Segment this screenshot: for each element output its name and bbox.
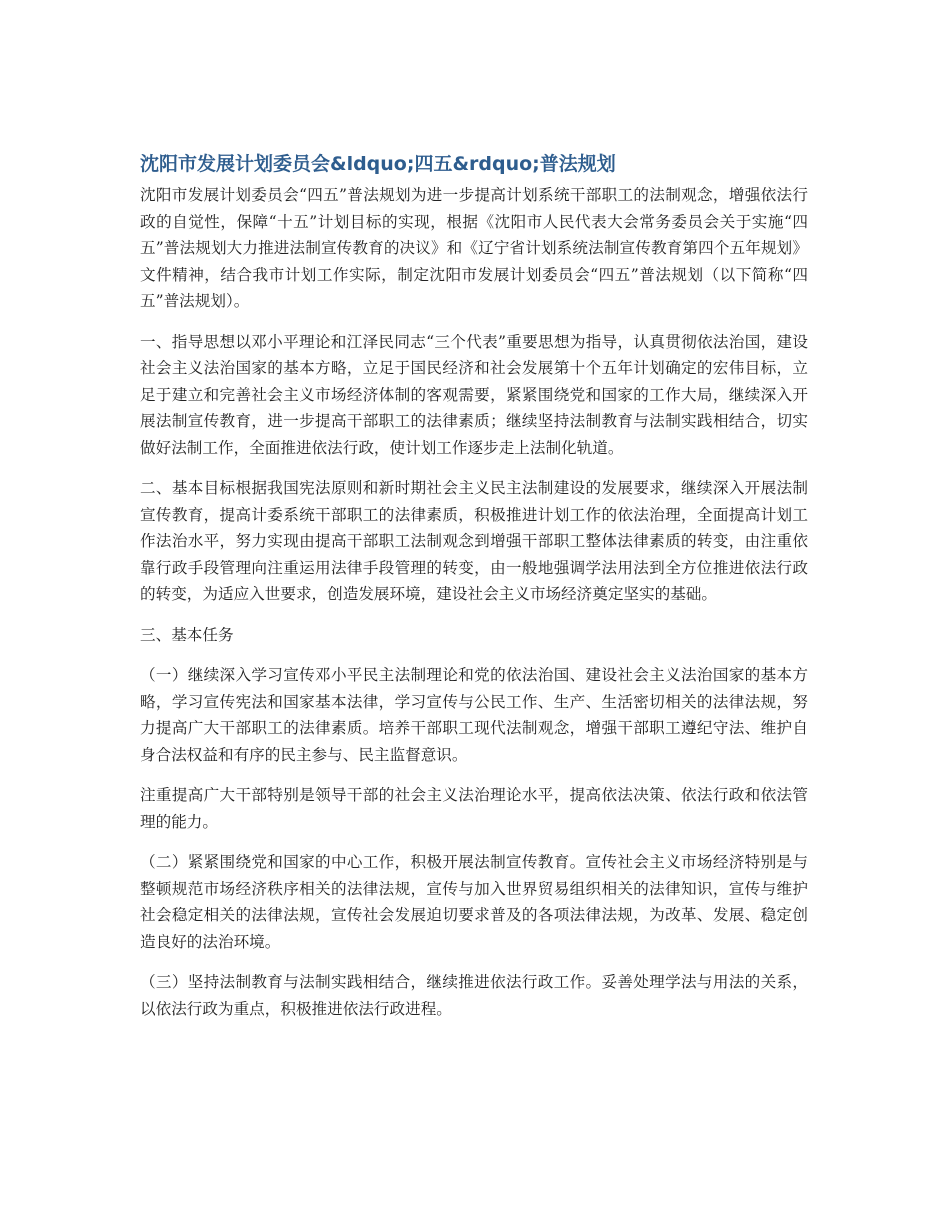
task-one-continued-paragraph: 注重提高广大干部特别是领导干部的社会主义法治理论水平，提高依法决策、依法行政和依法管理的能力。	[140, 786, 808, 831]
intro-paragraph: 沈阳市发展计划委员会“四五”普法规划为进一步提高计划系统干部职工的法制观念，增强依法行政的自觉性，保障“十五”计划目标的实现，根据《沈阳市人民代表大会常务委员会关于实施“四五”普法规划大力推进法制宣传教育的决议》和《辽宁省计划系统法制宣传教育第四个五年规划》文件精神，结合我市计划工作实际，制定沈阳市发展计划委员会“四五”普法规划（以下简称“四五”普法规划）。	[140, 186, 808, 310]
basic-goal-paragraph: 二、基本目标根据我国宪法原则和新时期社会主义民主法制建设的发展要求，继续深入开展法制宣传教育，提高计委系统干部职工的法律素质，积极推进计划工作的依法治理，全面提高计划工作法治水平，努力实现由提高干部职工法制观念到增强干部职工整体法律素质的转变，由注重依靠行政手段管理向注重运用法律手段管理的转变，由一般地强调学法用法到全方位推进依法行政的转变，为适应入世要求，创造发展环境，建设社会主义市场经济奠定坚实的基础。	[140, 479, 808, 603]
task-one-paragraph: （一）继续深入学习宣传邓小平民主法制理论和党的依法治国、建设社会主义法治国家的基本方略，学习宣传宪法和国家基本法律，学习宣传与公民工作、生产、生活密切相关的法律法规，努力提高广大干部职工的法律素质。培养干部职工现代法制观念，增强干部职工遵纪守法、维护自身合法权益和有序的民主参与、民主监督意识。	[140, 666, 808, 764]
document-page	[140, 150, 808, 1036]
basic-tasks-heading: 三、基本任务	[140, 625, 234, 644]
task-two-paragraph: （二）紧紧围绕党和国家的中心工作，积极开展法制宣传教育。宣传社会主义市场经济特别是与整顿规范市场经济秩序相关的法律法规，宣传与加入世界贸易组织相关的法律知识，宣传与维护社会稳定相关的法律法规，宣传社会发展迫切要求普及的各项法律法规，为改革、发展、稳定创造良好的法治环境。	[140, 853, 808, 951]
task-three-paragraph: （三）坚持法制教育与法制实践相结合，继续推进依法行政工作。妥善处理学法与用法的关系，以依法行政为重点，积极推进依法行政进程。	[140, 973, 808, 1018]
document-title: 沈阳市发展计划委员会&ldquo;四五&rdquo;普法规划	[140, 153, 616, 175]
guiding-ideology-paragraph: 一、指导思想以邓小平理论和江泽民同志“三个代表”重要思想为指导，认真贯彻依法治国，建设社会主义法治国家的基本方略，立足于国民经济和社会发展第十个五年计划确定的宏伟目标，立足于建立和完善社会主义市场经济体制的客观需要，紧紧围绕党和国家的工作大局，继续深入开展法制宣传教育，进一步提高干部职工的法律素质；继续坚持法制教育与法制实践相结合，切实做好法制工作，全面推进依法行政，使计划工作逐步走上法制化轨道。	[140, 332, 808, 457]
